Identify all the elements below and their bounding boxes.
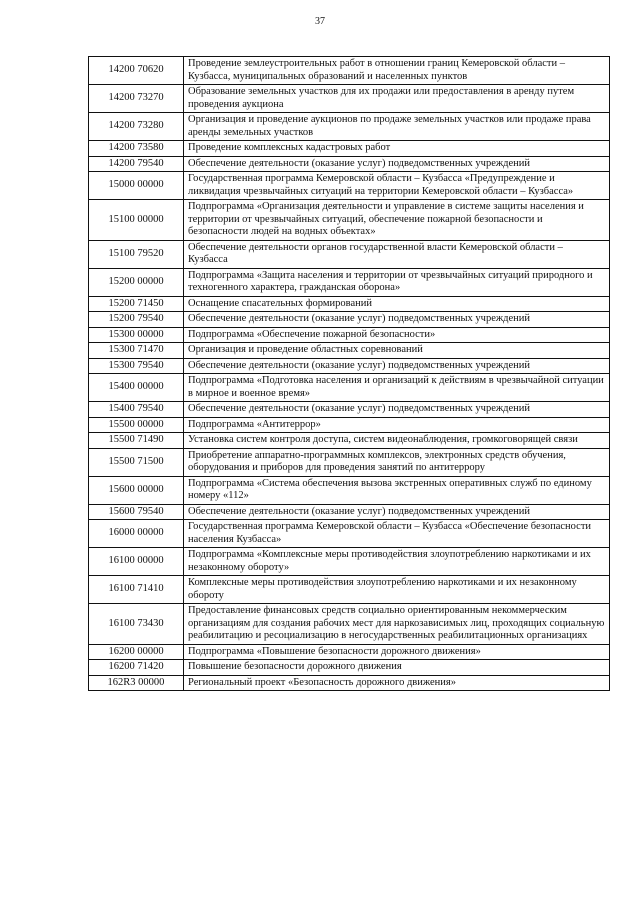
row-code: 14200 70620 [89,57,184,85]
row-code: 15600 00000 [89,476,184,504]
table-row [89,113,610,141]
row-description: Оснащение спасательных формирований [184,296,610,312]
row-code: 16200 71420 [89,660,184,676]
row-description: Подпрограмма «Система обеспечения вызова экстренных оперативных служб по единому номеру «112» [184,476,610,504]
table-row [89,172,610,200]
row-code: 16100 00000 [89,548,184,576]
row-code: 14200 73270 [89,85,184,113]
row-code: 15400 00000 [89,374,184,402]
row-code: 15200 00000 [89,268,184,296]
table-row [89,156,610,172]
row-code: 15300 71470 [89,343,184,359]
table-row [89,358,610,374]
row-description: Обеспечение деятельности (оказание услуг) подведомственных учреждений [184,504,610,520]
row-code: 16000 00000 [89,520,184,548]
row-description: Обеспечение деятельности органов государственной власти Кемеровской области – Кузбасса [184,240,610,268]
table-row [89,402,610,418]
row-code: 15200 71450 [89,296,184,312]
page-number: 37 [315,16,325,27]
table-row [89,240,610,268]
row-description: Комплексные меры противодействия злоупотреблению наркотиками и их незаконному обороту [184,576,610,604]
row-description: Обеспечение деятельности (оказание услуг) подведомственных учреждений [184,402,610,418]
row-description: Предоставление финансовых средств социально ориентированным некоммерческим организациям для создания рабочих мест для наркозависимых лиц, проходящих социальную реабилитацию и ресоциализацию в негосударственных реабилитационных организациях [184,604,610,645]
row-description: Подпрограмма «Антитеррор» [184,417,610,433]
table-row [89,520,610,548]
row-code: 16200 00000 [89,644,184,660]
table-row [89,417,610,433]
row-description: Региональный проект «Безопасность дорожного движения» [184,675,610,691]
row-description: Государственная программа Кемеровской области – Кузбасса «Предупреждение и ликвидация чрезвычайных ситуаций на территории Кемеровской области – Кузбасса» [184,172,610,200]
row-description: Установка систем контроля доступа, систем видеонаблюдения, громкоговорящей связи [184,433,610,449]
row-description: Повышение безопасности дорожного движения [184,660,610,676]
row-code: 15100 00000 [89,200,184,241]
row-description: Приобретение аппаратно-программных комплексов, электронных средств обучения, оборудования и приборов для проведения занятий по антитеррору [184,448,610,476]
table-row [89,327,610,343]
row-code: 15500 71490 [89,433,184,449]
row-description: Образование земельных участков для их продажи или предоставления в аренду путем проведения аукциона [184,85,610,113]
row-description: Подпрограмма «Обеспечение пожарной безопасности» [184,327,610,343]
row-description: Обеспечение деятельности (оказание услуг) подведомственных учреждений [184,156,610,172]
row-description: Обеспечение деятельности (оказание услуг) подведомственных учреждений [184,358,610,374]
row-code: 15500 00000 [89,417,184,433]
row-description: Подпрограмма «Подготовка населения и организаций к действиям в чрезвычайной ситуации в мирное и военное время» [184,374,610,402]
row-description: Подпрограмма «Защита населения и территории от чрезвычайных ситуаций природного и техногенного характера, гражданская оборона» [184,268,610,296]
table-row [89,576,610,604]
row-description: Государственная программа Кемеровской области – Кузбасса «Обеспечение безопасности населения Кузбасса» [184,520,610,548]
table-row [89,644,610,660]
row-code: 15500 71500 [89,448,184,476]
table-row [89,374,610,402]
table-row [89,448,610,476]
table-row [89,343,610,359]
row-code: 15200 79540 [89,312,184,328]
row-description: Проведение землеустроительных работ в отношении границ Кемеровской области – Кузбасса, муниципальных образований и населенных пунктов [184,57,610,85]
row-code: 14200 73580 [89,141,184,157]
table-row [89,504,610,520]
row-code: 16100 71410 [89,576,184,604]
budget-code-table [88,56,610,691]
row-description: Организация и проведение аукционов по продаже земельных участков или продаже права аренды земельных участков [184,113,610,141]
row-description: Обеспечение деятельности (оказание услуг) подведомственных учреждений [184,312,610,328]
table-row [89,433,610,449]
row-code: 16100 73430 [89,604,184,645]
table-row [89,675,610,691]
table-row [89,85,610,113]
row-code: 15000 00000 [89,172,184,200]
row-code: 14200 73280 [89,113,184,141]
row-code: 15600 79540 [89,504,184,520]
table-row [89,312,610,328]
row-description: Подпрограмма «Комплексные меры противодействия злоупотреблению наркотиками и их незаконному обороту» [184,548,610,576]
table-row [89,57,610,85]
row-description: Подпрограмма «Повышение безопасности дорожного движения» [184,644,610,660]
row-code: 15100 79520 [89,240,184,268]
table-row [89,548,610,576]
table-row [89,141,610,157]
table-row [89,200,610,241]
table-row [89,476,610,504]
row-code: 14200 79540 [89,156,184,172]
row-description: Подпрограмма «Организация деятельности и управление в системе защиты населения и территории от чрезвычайных ситуаций, обеспечение пожарной безопасности и безопасности людей на водных объектах» [184,200,610,241]
table-row [89,268,610,296]
table-row [89,604,610,645]
row-description: Организация и проведение областных соревнований [184,343,610,359]
row-code: 15400 79540 [89,402,184,418]
row-code: 15300 79540 [89,358,184,374]
row-description: Проведение комплексных кадастровых работ [184,141,610,157]
row-code: 15300 00000 [89,327,184,343]
table-row [89,660,610,676]
table-row [89,296,610,312]
row-code: 162R3 00000 [89,675,184,691]
